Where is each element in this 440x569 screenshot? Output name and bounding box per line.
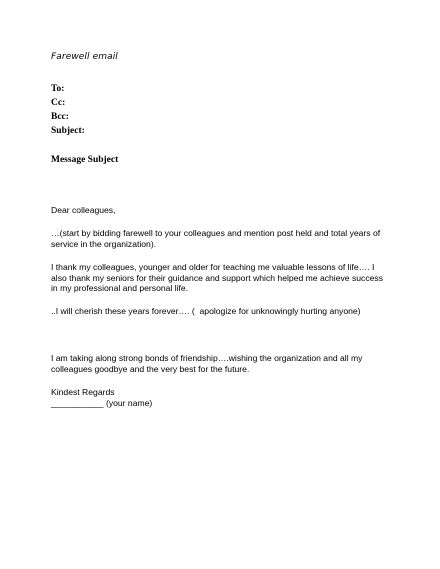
paragraph-intro: …(start by bidding farewell to your colleagues and mention post held and total years of service in the organization). [51, 228, 381, 249]
cc-label: Cc: [51, 98, 66, 108]
paragraph-thanks: I thank my colleagues, younger and older for teaching me valuable lessons of life…. I also thank my seniors for their guidance and support which helped me achieve success in my professional and personal life. [51, 262, 383, 293]
signature-line: ___________ (your name) [51, 398, 153, 408]
to-label: To: [51, 84, 65, 94]
paragraph-cherish: ..I will cherish these years forever…. ( apologize for unknowingly hurting anyone) [51, 306, 361, 316]
document-title: Farewell email [51, 52, 118, 62]
closing: Kindest Regards [51, 387, 115, 397]
greeting: Dear colleagues, [51, 205, 116, 215]
paragraph-goodbye: I am taking along strong bonds of friendship….wishing the organization and all my colleagues goodbye and the very best for the future. [51, 353, 363, 374]
bcc-label: Bcc: [51, 112, 69, 122]
subject-label: Subject: [51, 126, 85, 136]
message-subject: Message Subject [51, 155, 119, 165]
